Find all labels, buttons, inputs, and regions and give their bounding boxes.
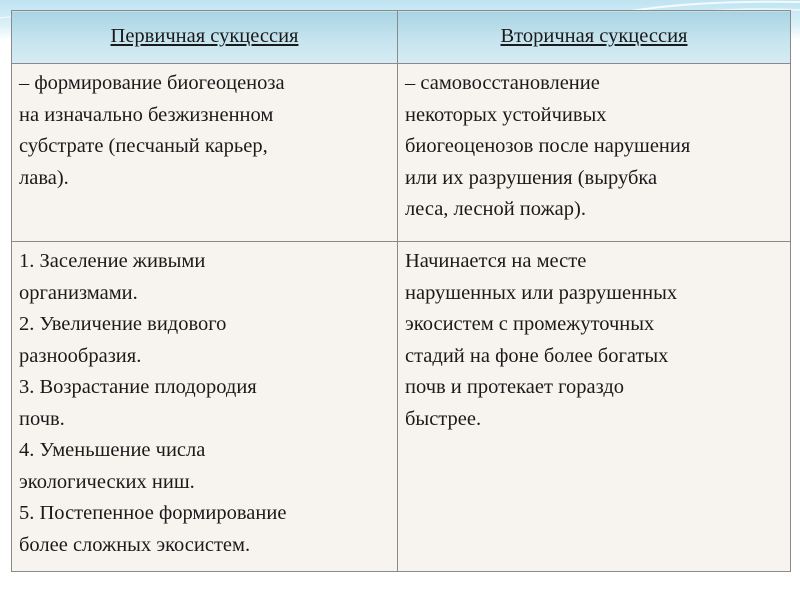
text-line: 1. Заселение живыми [19, 250, 206, 272]
table-row-stages [12, 242, 791, 572]
text-line: стадий на фоне более богатых [405, 344, 669, 367]
secondary-definition-cell [398, 64, 791, 242]
text-line: 2. Увеличение видового [19, 313, 227, 335]
text-line: почв. [19, 407, 65, 430]
text-line: организмами. [19, 281, 138, 304]
text-line: – формирование биогеоценоза [19, 72, 285, 94]
text-line: нарушенных или разрушенных [405, 281, 678, 304]
text-line: почв и протекает гораздо [405, 376, 624, 398]
primary-stages-cell [12, 242, 398, 572]
text-line: 3. Возрастание плодородия [19, 376, 257, 398]
comparison-table-container [11, 10, 790, 572]
text-line: 4. Уменьшение числа [19, 439, 206, 461]
text-line: разнообразия. [19, 344, 142, 367]
secondary-stages-cell [398, 242, 791, 572]
succession-comparison-table [11, 10, 791, 572]
text-line: на изначально безжизненном [19, 103, 274, 126]
text-line: леса, лесной пожар). [405, 198, 586, 220]
header-secondary-succession: Вторичная сукцессия [398, 11, 791, 64]
text-line: 5. Постепенное формирование [19, 502, 287, 524]
text-line: некоторых устойчивых [405, 103, 607, 126]
primary-definition-cell [12, 64, 398, 242]
text-line: экосистем с промежуточных [405, 313, 655, 335]
header-primary-succession: Первичная сукцессия [12, 11, 398, 64]
text-line: – самовосстановление [405, 72, 600, 94]
text-line: экологических ниш. [19, 470, 195, 493]
text-line: быстрее. [405, 407, 482, 430]
table-row-definition [12, 64, 791, 242]
table-header-row [12, 11, 791, 64]
text-line: или их разрушения (вырубка [405, 166, 658, 189]
text-line: Начинается на месте [405, 250, 587, 272]
text-line: более сложных экосистем. [19, 533, 251, 556]
text-line: субстрате (песчаный карьер, [19, 135, 268, 157]
text-line: биогеоценозов после нарушения [405, 135, 691, 157]
text-line: лава). [19, 166, 69, 189]
